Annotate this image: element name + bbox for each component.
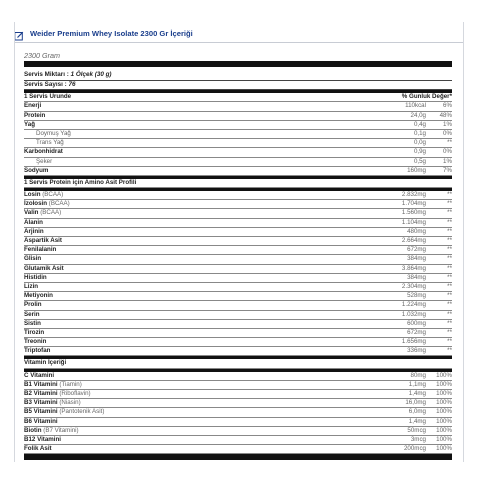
row-amount: 2.304mg xyxy=(401,282,426,290)
table-row xyxy=(24,408,452,417)
row-name xyxy=(24,209,366,217)
table-row xyxy=(24,209,452,218)
table-row xyxy=(24,148,452,157)
row-name xyxy=(24,219,366,227)
row-name-text: Protein xyxy=(24,111,46,119)
table-row xyxy=(24,381,452,390)
row-amount: 24,0g xyxy=(410,111,426,119)
row-name-note: (Tiamin) xyxy=(59,380,82,388)
row-percent: ** xyxy=(447,227,452,235)
row-name xyxy=(24,347,366,355)
nutrition-header-left: 1 Servis Urunde xyxy=(24,93,72,101)
row-name xyxy=(24,112,366,120)
serving-size-label: Servis Miktarı : xyxy=(24,71,69,78)
row-name-text: Losin xyxy=(24,191,41,199)
row-name xyxy=(24,445,366,453)
row-percent: ** xyxy=(447,338,452,346)
row-name-text: Triptofan xyxy=(24,347,51,355)
row-amount: 336mg xyxy=(407,347,426,355)
row-percent: ** xyxy=(447,328,452,336)
serving-size-value: 1 Ölçek (30 g) xyxy=(70,71,112,78)
table-row xyxy=(24,347,452,356)
table-row xyxy=(24,167,452,176)
row-name-text: Lizin xyxy=(24,282,39,290)
row-name-text: Histidin xyxy=(24,273,47,281)
row-name-text: Tirozin xyxy=(24,328,45,336)
row-name xyxy=(24,283,366,291)
row-percent: ** xyxy=(447,319,452,327)
table-row xyxy=(24,427,452,436)
row-name-note: (BCAA) xyxy=(42,191,64,199)
row-name xyxy=(24,255,366,263)
table-row xyxy=(24,255,452,264)
row-name-text: Sodyum xyxy=(24,166,49,174)
row-amount: 0,4g xyxy=(413,120,426,128)
row-percent: 48% xyxy=(439,111,452,119)
table-row xyxy=(24,112,452,121)
row-name-text: B5 Vitamini xyxy=(24,408,58,416)
table-row xyxy=(24,311,452,320)
table-row xyxy=(24,219,452,228)
row-name-text: Sistin xyxy=(24,319,41,327)
row-name-text: Alanin xyxy=(24,218,43,226)
nutrition-rows xyxy=(24,102,452,176)
table-row xyxy=(24,320,452,329)
row-amount: 672mg xyxy=(407,328,426,336)
servings-value: 76 xyxy=(68,80,76,88)
row-percent: ** xyxy=(447,191,452,199)
row-name xyxy=(24,390,366,398)
row-name xyxy=(24,418,366,426)
row-name-text: B2 Vitamini xyxy=(24,390,58,397)
row-name xyxy=(24,292,366,300)
row-name xyxy=(24,167,366,175)
row-name-text: Serin xyxy=(24,310,40,318)
row-amount: 1,4mg xyxy=(408,417,426,425)
row-amount: 110kcal xyxy=(405,102,426,110)
header-divider xyxy=(14,42,464,43)
row-amount: 50mcg xyxy=(407,426,426,434)
row-amount: 1.704mg xyxy=(401,200,426,208)
row-name-text: B1 Vitamini xyxy=(24,380,58,388)
servings-count xyxy=(24,81,452,91)
table-row xyxy=(24,130,452,139)
row-percent: 7% xyxy=(443,166,452,174)
row-name-note: (BCAA) xyxy=(40,209,62,217)
row-name-text: Metiyonin xyxy=(24,292,53,300)
row-name-text: Valin xyxy=(24,209,39,217)
table-row xyxy=(24,246,452,255)
table-row xyxy=(24,191,452,200)
row-percent: 0% xyxy=(443,148,452,156)
row-name xyxy=(24,246,366,254)
row-name-text: Şeker xyxy=(36,157,53,165)
row-name-note: (Niasin) xyxy=(59,399,81,407)
row-name xyxy=(24,381,366,389)
row-percent: ** xyxy=(447,237,452,244)
row-name xyxy=(24,320,366,328)
row-amount: 3.864mg xyxy=(401,264,426,272)
table-row xyxy=(24,436,452,445)
serving-size xyxy=(24,71,452,81)
row-amount: 160mg xyxy=(407,166,426,174)
nutrition-header-right: % Gunluk Değer* xyxy=(401,93,452,101)
row-name xyxy=(24,102,366,110)
row-name-text: Biotin xyxy=(24,426,42,434)
row-amount: 1,1mg xyxy=(408,380,426,388)
row-name-text: Glisin xyxy=(24,255,42,263)
row-amount: 6,0mg xyxy=(408,408,426,416)
row-percent: ** xyxy=(447,246,452,254)
row-amount: 200mcg xyxy=(403,445,426,453)
row-name-text: Folik Asit xyxy=(24,445,52,453)
product-header xyxy=(14,24,460,42)
row-name-text: Fenilalanin xyxy=(24,246,57,254)
row-name-text: Trans Yağ xyxy=(36,139,64,147)
servings-label: Servis Sayısı : xyxy=(24,80,67,88)
row-percent: ** xyxy=(447,255,452,263)
vitamin-header-row xyxy=(24,359,452,368)
row-name-text: Aspartik Asit xyxy=(24,237,62,244)
row-name xyxy=(24,191,366,199)
row-amount: 1,4mg xyxy=(408,390,426,397)
table-row xyxy=(24,338,452,347)
page-title: Weider Premium Whey Isolate 2300 Gr İçeriği xyxy=(30,28,193,38)
row-name xyxy=(24,121,366,129)
row-name-note: (BCAA) xyxy=(48,200,70,208)
table-row xyxy=(24,265,452,274)
table-row xyxy=(24,158,452,167)
table-row xyxy=(24,228,452,237)
row-name xyxy=(24,372,366,380)
nutrition-header-row xyxy=(24,93,452,102)
row-name-text: Prolin xyxy=(24,301,42,309)
row-name-text: Doymuş Yağ xyxy=(36,129,71,137)
row-percent: ** xyxy=(447,209,452,217)
row-percent: ** xyxy=(447,218,452,226)
row-name xyxy=(24,237,366,245)
row-name-text: Karbonhidrat xyxy=(24,148,63,156)
row-percent: 100% xyxy=(436,408,452,416)
divider-bar xyxy=(24,454,452,460)
row-name xyxy=(24,265,366,273)
row-name-text: B12 Vitamini xyxy=(24,435,62,443)
table-row xyxy=(24,283,452,292)
divider-bar xyxy=(24,61,452,67)
row-name-text: Glutamik Asit xyxy=(24,264,64,272)
row-percent: ** xyxy=(447,264,452,272)
row-name xyxy=(24,338,366,346)
table-row xyxy=(24,274,452,283)
row-name-note: (Riboflavin) xyxy=(59,390,91,397)
row-name-note: (Pantotenik Asit) xyxy=(59,408,105,416)
row-amount: 1.656mg xyxy=(401,338,426,346)
row-amount: 1.560mg xyxy=(401,209,426,217)
row-amount: 16,0mg xyxy=(405,399,426,407)
table-row xyxy=(24,200,452,209)
row-name-text: B3 Vitamini xyxy=(24,399,58,407)
row-amount: 384mg xyxy=(407,255,426,263)
row-amount: 528mg xyxy=(407,292,426,300)
row-amount: 600mg xyxy=(407,319,426,327)
row-amount: 480mg xyxy=(407,227,426,235)
table-row xyxy=(24,418,452,427)
row-amount: 80mg xyxy=(410,371,426,379)
right-border xyxy=(463,22,464,462)
row-amount: 672mg xyxy=(407,246,426,254)
table-row xyxy=(24,390,452,399)
row-name-text: C Vitamini xyxy=(24,371,55,379)
row-percent: ** xyxy=(447,200,452,208)
table-row xyxy=(24,237,452,246)
row-name xyxy=(24,200,366,208)
row-amount: 1.224mg xyxy=(401,301,426,309)
row-amount: 0,9g xyxy=(413,148,426,156)
row-name xyxy=(24,228,366,236)
row-percent: 100% xyxy=(436,380,452,388)
table-row xyxy=(24,301,452,310)
edit-square-icon xyxy=(14,28,24,38)
amino-rows xyxy=(24,191,452,356)
row-name xyxy=(24,399,366,407)
row-percent: 100% xyxy=(436,390,452,397)
row-name-text: Enerji xyxy=(24,102,42,110)
row-name-note: (B7 Vitamini) xyxy=(43,426,79,434)
row-name xyxy=(24,130,366,138)
row-name xyxy=(24,436,366,444)
row-percent: ** xyxy=(447,273,452,281)
row-percent: ** xyxy=(447,282,452,290)
table-row xyxy=(24,139,452,148)
row-amount: 0,5g xyxy=(413,157,426,165)
row-amount: 1.104mg xyxy=(401,218,426,226)
table-row xyxy=(24,372,452,381)
table-row xyxy=(24,445,452,454)
row-percent: 100% xyxy=(436,435,452,443)
row-amount: 3mcg xyxy=(410,435,426,443)
table-row xyxy=(24,292,452,301)
left-border xyxy=(14,22,15,462)
table-row xyxy=(24,102,452,111)
row-percent: 100% xyxy=(436,445,452,453)
vitamin-header: Vitamin İçeriği xyxy=(24,359,67,367)
row-percent: 100% xyxy=(436,371,452,379)
row-name-text: İzolosin xyxy=(24,200,48,208)
row-percent: ** xyxy=(447,347,452,355)
row-name-text: Arjinin xyxy=(24,227,44,235)
table-row xyxy=(24,121,452,130)
row-percent: 1% xyxy=(443,157,452,165)
row-name xyxy=(24,139,366,147)
row-percent: 100% xyxy=(436,426,452,434)
row-amount: 1.032mg xyxy=(401,310,426,318)
row-percent: ** xyxy=(447,292,452,300)
amino-header-row xyxy=(24,179,452,188)
table-row xyxy=(24,329,452,338)
package-size: 2300 Gram xyxy=(24,51,60,60)
row-name xyxy=(24,408,366,416)
table-row xyxy=(24,399,452,408)
row-percent: ** xyxy=(447,139,452,147)
row-percent: 100% xyxy=(436,399,452,407)
row-amount: 0,1g xyxy=(413,129,426,137)
amino-header: 1 Servis Protein için Amino Asit Profili xyxy=(24,178,137,186)
vitamin-rows xyxy=(24,372,452,455)
row-name-text: Treonin xyxy=(24,338,47,346)
row-amount: 2.664mg xyxy=(401,237,426,244)
row-amount: 384mg xyxy=(407,273,426,281)
row-name xyxy=(24,301,366,309)
row-name xyxy=(24,274,366,282)
row-percent: 1% xyxy=(443,120,452,128)
row-percent: 100% xyxy=(436,417,452,425)
row-name-text: Yağ xyxy=(24,120,36,128)
row-amount: 2.832mg xyxy=(401,191,426,199)
row-name xyxy=(24,311,366,319)
row-percent: 6% xyxy=(443,102,452,110)
row-name xyxy=(24,427,366,435)
nutrition-label xyxy=(24,50,452,455)
row-percent: 0% xyxy=(443,129,452,137)
row-name xyxy=(24,329,366,337)
row-name xyxy=(24,158,366,166)
row-percent: ** xyxy=(447,310,452,318)
row-name xyxy=(24,148,366,156)
row-amount: 0,0g xyxy=(413,139,426,147)
row-name-text: B6 Vitamini xyxy=(24,417,58,425)
row-percent: ** xyxy=(447,301,452,309)
